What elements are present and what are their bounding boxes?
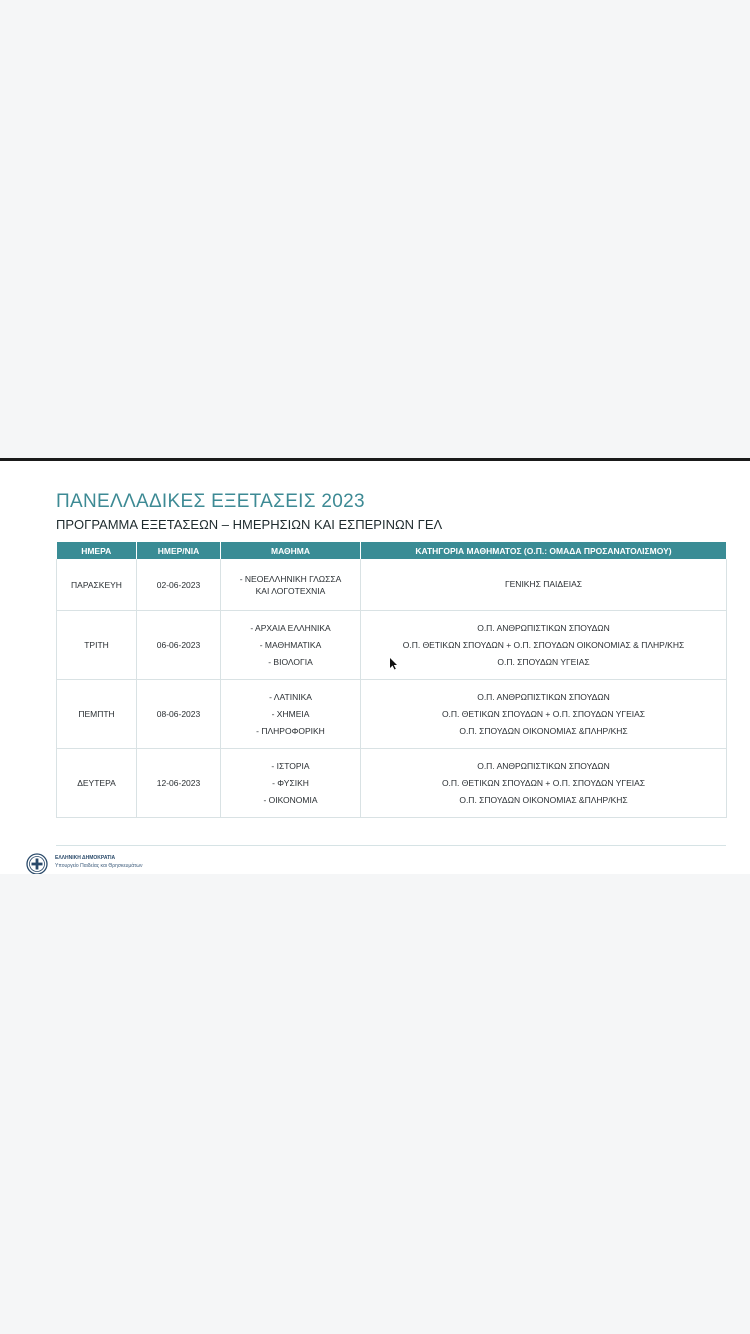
category-line: Ο.Π. ΘΕΤΙΚΩΝ ΣΠΟΥΔΩΝ + Ο.Π. ΣΠΟΥΔΩΝ ΥΓΕΙΑΣ — [441, 708, 646, 719]
subject-line: - ΛΑΤΙΝΙΚΑ — [269, 691, 312, 702]
subject-line: ΚΑΙ ΛΟΓΟΤΕΧΝΙΑ — [255, 585, 326, 596]
category-line: Ο.Π. ΑΝΘΡΩΠΙΣΤΙΚΩΝ ΣΠΟΥΔΩΝ — [477, 622, 610, 633]
subject-cell — [221, 680, 361, 749]
category-cell — [361, 749, 727, 818]
category-line: Ο.Π. ΘΕΤΙΚΩΝ ΣΠΟΥΔΩΝ + Ο.Π. ΣΠΟΥΔΩΝ ΥΓΕΙΑΣ — [441, 777, 646, 788]
hellenic-republic-emblem-icon — [26, 853, 48, 875]
blank-top-area — [0, 0, 750, 458]
subject-cell — [221, 749, 361, 818]
blank-bottom-area — [0, 874, 750, 1334]
subject-line: - ΒΙΟΛΟΓΙΑ — [268, 656, 313, 667]
date-cell: 06-06-2023 — [137, 611, 221, 680]
category-line: Ο.Π. ΣΠΟΥΔΩΝ ΟΙΚΟΝΟΜΙΑΣ &ΠΛΗΡ/ΚΗΣ — [459, 794, 628, 805]
footer-line-republic: ΕΛΛΗΝΙΚΗ ΔΗΜΟΚΡΑΤΙΑ — [55, 855, 116, 861]
subject-line: - ΠΛΗΡΟΦΟΡΙΚΗ — [256, 725, 325, 736]
category-line: Ο.Π. ΑΝΘΡΩΠΙΣΤΙΚΩΝ ΣΠΟΥΔΩΝ — [477, 691, 610, 702]
table-row — [57, 680, 727, 749]
day-cell: ΔΕΥΤΕΡΑ — [57, 749, 137, 818]
subject-cell — [221, 611, 361, 680]
exam-schedule-table — [56, 542, 727, 818]
header-date: ΗΜΕΡ/ΝΙΑ — [137, 542, 221, 559]
table-row — [57, 749, 727, 818]
page-subtitle: ΠΡΟΓΡΑΜΜΑ ΕΞΕΤΑΣΕΩΝ – ΗΜΕΡΗΣΙΩΝ ΚΑΙ ΕΣΠΕΡΙΝΩΝ ΓΕΛ — [56, 517, 443, 532]
table-header-row — [57, 542, 727, 559]
category-cell — [361, 611, 727, 680]
header-subject: ΜΑΘΗΜΑ — [221, 542, 361, 559]
table-row — [57, 559, 727, 611]
subject-line: - ΜΑΘΗΜΑΤΙΚΑ — [259, 639, 322, 650]
exam-schedule-slide — [0, 458, 750, 874]
header-category: ΚΑΤΗΓΟΡΙΑ ΜΑΘΗΜΑΤΟΣ (Ο.Π.: ΟΜΑΔΑ ΠΡΟΣΑΝΑΤΟΛΙΣΜΟΥ) — [361, 542, 727, 559]
subject-line: - ΟΙΚΟΝΟΜΙΑ — [263, 794, 318, 805]
footer-divider — [56, 845, 726, 846]
category-line: Ο.Π. ΑΝΘΡΩΠΙΣΤΙΚΩΝ ΣΠΟΥΔΩΝ — [477, 760, 610, 771]
category-line: ΓΕΝΙΚΗΣ ΠΑΙΔΕΙΑΣ — [504, 579, 583, 589]
category-line: Ο.Π. ΘΕΤΙΚΩΝ ΣΠΟΥΔΩΝ + Ο.Π. ΣΠΟΥΔΩΝ ΟΙΚΟΝΟΜΙΑΣ & ΠΛΗΡ/ΚΗΣ — [402, 639, 685, 650]
subject-line: - ΧΗΜΕΙΑ — [271, 708, 310, 719]
subject-line: - ΦΥΣΙΚΗ — [272, 777, 309, 788]
mouse-cursor-icon — [390, 658, 398, 670]
subject-cell — [221, 559, 361, 611]
ministry-footer — [55, 854, 142, 870]
subject-line: - ΑΡΧΑΙΑ ΕΛΛΗΝΙΚΑ — [250, 622, 331, 633]
day-cell: ΤΡΙΤΗ — [57, 611, 137, 680]
category-cell — [361, 680, 727, 749]
day-cell: ΠΑΡΑΣΚΕΥΗ — [57, 559, 137, 611]
date-cell: 02-06-2023 — [137, 559, 221, 611]
date-cell: 08-06-2023 — [137, 680, 221, 749]
subject-line: - ΝΕΟΕΛΛΗΝΙΚΗ ΓΛΩΣΣΑ — [239, 573, 342, 584]
footer-line-ministry: Υπουργείο Παιδείας και Θρησκευμάτων — [55, 863, 143, 869]
header-day: ΗΜΕΡΑ — [57, 542, 137, 559]
category-cell — [361, 559, 727, 611]
day-cell: ΠΕΜΠΤΗ — [57, 680, 137, 749]
subject-line: - ΙΣΤΟΡΙΑ — [271, 760, 310, 771]
category-line: Ο.Π. ΣΠΟΥΔΩΝ ΟΙΚΟΝΟΜΙΑΣ &ΠΛΗΡ/ΚΗΣ — [459, 725, 628, 736]
page-title: ΠΑΝΕΛΛΑΔΙΚΕΣ ΕΞΕΤΑΣΕΙΣ 2023 — [56, 491, 365, 512]
date-cell: 12-06-2023 — [137, 749, 221, 818]
category-line: Ο.Π. ΣΠΟΥΔΩΝ ΥΓΕΙΑΣ — [497, 656, 590, 667]
